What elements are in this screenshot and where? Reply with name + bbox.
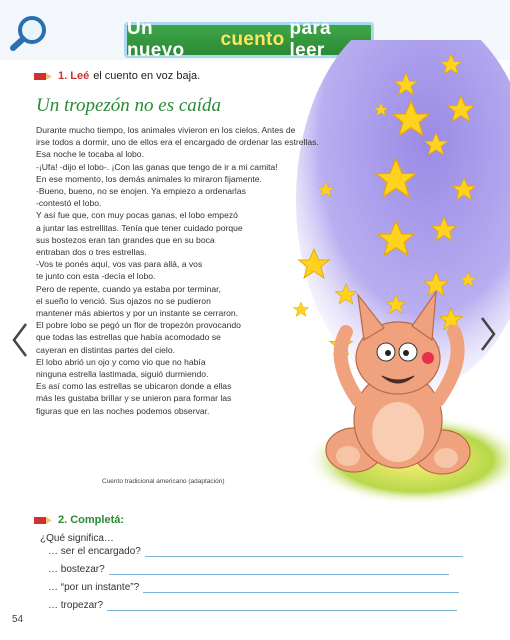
question-row: [48, 600, 457, 611]
section-1-heading: [34, 70, 200, 82]
story-line: a juntar las estrellitas. Tenía que tener cuidado porque: [36, 222, 243, 233]
story-attribution: Cuento tradicional americano (adaptación): [102, 478, 225, 485]
answer-line[interactable]: [109, 573, 449, 575]
magnifier-icon: [8, 12, 52, 52]
section-1-number: 1. Leé: [58, 70, 90, 82]
story-line: En ese momento, los demás animales lo miraron fijamente.: [36, 173, 262, 184]
story-line: Y así fue que, con muy pocas ganas, el lobo empezó: [36, 210, 238, 221]
story-line: sus bostezos eran tan grandes que en su boca: [36, 234, 215, 245]
answer-line[interactable]: [107, 609, 457, 611]
story-line: Es así como las estrellas se ubicaron donde a ellas: [36, 381, 232, 392]
story-line: -Vos te ponés aquí, vos vas para allá, a vos: [36, 259, 203, 270]
pencil-icon: [34, 72, 52, 81]
answer-line[interactable]: [145, 555, 463, 557]
question-row: [48, 564, 449, 575]
story-line: Esa noche le tocaba al lobo.: [36, 149, 144, 160]
title-highlight: cuento: [220, 29, 285, 50]
story-line: El lobo abrió un ojo y como vio que no había: [36, 356, 206, 367]
question-intro: ¿Qué significa…: [40, 533, 114, 544]
story-line: que todas las estrellas que había acomodado se: [36, 332, 221, 343]
story-line: te junto con esta -decía el lobo.: [36, 271, 156, 282]
answer-line[interactable]: [143, 591, 459, 593]
story-text: [36, 124, 326, 417]
story-line: más les gustaba brillar y se unieron para formar las: [36, 393, 232, 404]
story-line: entraban dos o tres estrellas.: [36, 247, 147, 258]
chevron-right-icon[interactable]: [478, 316, 498, 352]
question-row: [48, 546, 463, 557]
chevron-left-icon[interactable]: [10, 322, 30, 358]
question-label: … bostezar?: [48, 564, 105, 575]
story-line: Pero de repente, cuando ya estaba por terminar,: [36, 283, 221, 294]
story-line: -contestó el lobo.: [36, 198, 102, 209]
pencil-icon: [34, 516, 52, 525]
story-title: Un tropezón no es caída: [36, 95, 222, 116]
question-label: … ser el encargado?: [48, 546, 141, 557]
title-before: Un nuevo: [127, 18, 185, 61]
story-line: figuras que en las noches podemos observar.: [36, 405, 210, 416]
story-line: Durante mucho tiempo, los animales vivieron en los cielos. Antes de: [36, 125, 296, 135]
page-number: 54: [12, 614, 24, 625]
section-2-heading: [34, 514, 128, 526]
question-label: … tropezar?: [48, 600, 104, 611]
story-line: irse todos a dormir, uno de ellos era el encargado de ordenar las estrellas.: [36, 137, 319, 148]
story-line: cayeran en distintas partes del cielo.: [36, 344, 176, 355]
section-2-number: 2. Completá:: [58, 514, 125, 526]
story-line: -¡Ufa! -dijo el lobo-. ¡Con las ganas que tengo de ir a mi camita!: [36, 161, 278, 172]
story-line: El pobre lobo se pegó un flor de tropezón provocando: [36, 320, 241, 331]
section-1-instruction: el cuento en voz baja.: [93, 70, 201, 82]
story-line: mantener más abiertos y por un instante se cerraron.: [36, 308, 239, 319]
title-after: para leer: [289, 18, 331, 61]
question-label: … “por un instante”?: [48, 582, 140, 593]
story-line: ninguna estrella lastimada, siguió durmiendo.: [36, 369, 209, 380]
story-line: el sueño lo venció. Sus ojazos no se pudieron: [36, 295, 211, 306]
question-row: [48, 582, 459, 593]
story-line: -Bueno, bueno, no se enojen. Ya empiezo a ordenarlas: [36, 186, 246, 197]
